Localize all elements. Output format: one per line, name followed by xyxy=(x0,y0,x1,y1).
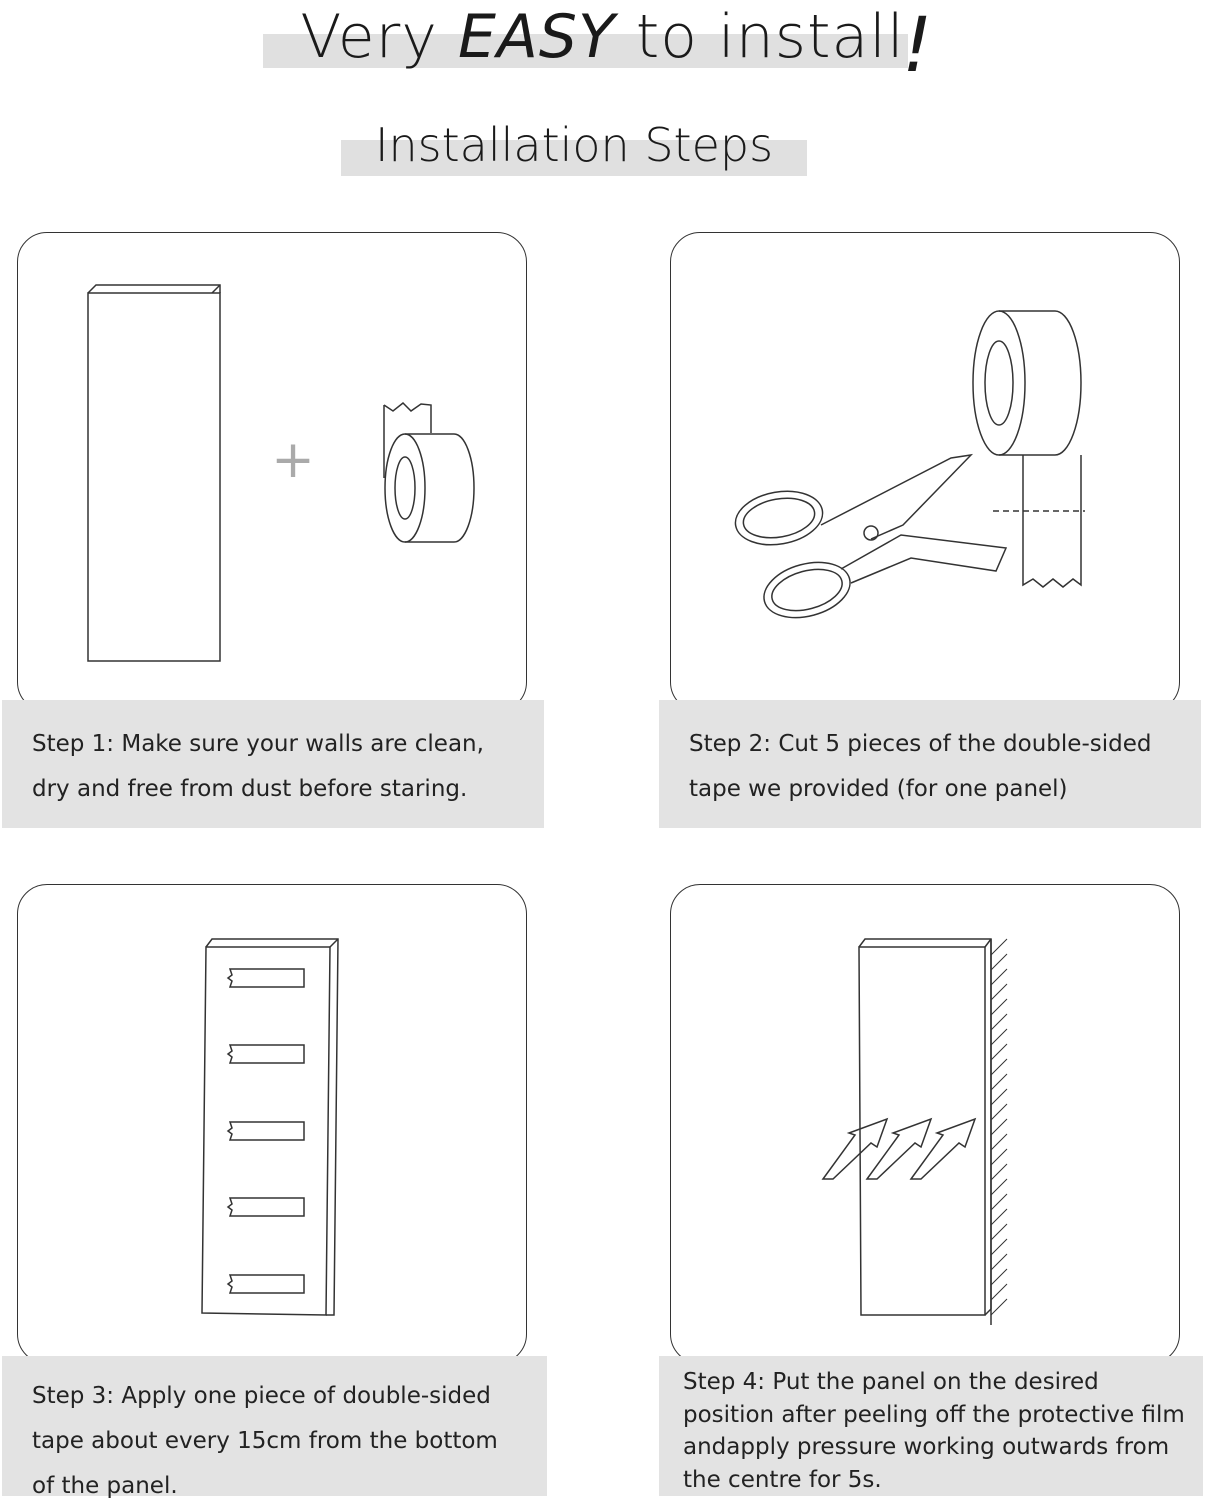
panel-on-wall-icon xyxy=(859,939,1007,1325)
step-1-line-1: Step 1: Make sure your walls are clean, xyxy=(32,731,484,757)
step-1-illustration xyxy=(18,233,528,713)
step-2-illustration xyxy=(671,233,1181,713)
title-text-post: to install xyxy=(615,2,905,72)
scissors-icon xyxy=(731,455,1006,627)
step-4-card xyxy=(670,884,1180,1364)
panel-with-tape-icon xyxy=(202,939,338,1315)
header xyxy=(0,0,1205,100)
title-text-pre: Very xyxy=(300,2,458,72)
panel-icon xyxy=(88,285,220,661)
step-3-line-3: of the panel. xyxy=(32,1473,178,1499)
plus-icon: + xyxy=(271,430,315,490)
step-4-line-4: the centre for 5s. xyxy=(683,1466,882,1493)
step-2-line-1: Step 2: Cut 5 pieces of the double-sided xyxy=(689,731,1152,757)
page-title xyxy=(0,2,1205,72)
step-1-card xyxy=(17,232,527,712)
step-4-line-3: andapply pressure working outwards from xyxy=(683,1434,1170,1460)
step-2-caption xyxy=(659,700,1201,828)
step-4-caption xyxy=(659,1356,1203,1496)
step-2-card xyxy=(670,232,1180,712)
step-1-caption xyxy=(2,700,544,828)
step-3-illustration xyxy=(18,885,528,1365)
title-text-emphasis: EASY xyxy=(457,2,616,72)
tape-strip xyxy=(228,969,304,1293)
step-2-line-2: tape we provided (for one panel) xyxy=(689,776,1068,802)
step-3-line-1: Step 3: Apply one piece of double-sided xyxy=(32,1383,491,1409)
step-4-line-2: position after peeling off the protective film xyxy=(683,1401,1185,1428)
pressure-arrows-icon xyxy=(823,1119,975,1179)
step-3-line-2: tape about every 15cm from the bottom xyxy=(32,1428,498,1454)
step-4-illustration xyxy=(671,885,1181,1365)
tape-roll-icon xyxy=(384,403,474,542)
page-subtitle: Installation Steps xyxy=(374,118,774,172)
step-1-line-2: dry and free from dust before staring. xyxy=(32,776,468,802)
step-3-card xyxy=(17,884,527,1364)
exclamation-mark: ! xyxy=(902,0,933,89)
step-4-line-1: Step 4: Put the panel on the desired xyxy=(683,1369,1099,1395)
step-3-caption xyxy=(2,1356,547,1499)
